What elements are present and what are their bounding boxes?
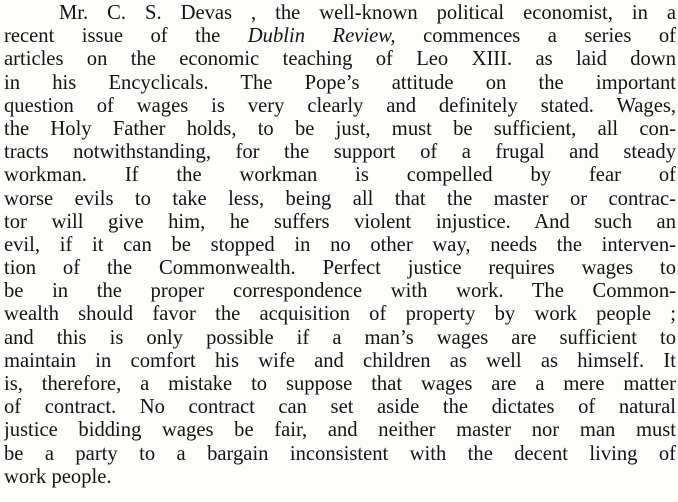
article-paragraph [4,2,676,489]
text-line [4,25,676,48]
text-line: maintain in comfort his wife and children as well as himself. It [4,349,676,372]
text-line: in his Encyclicals. The Pope’s attitude on the important [4,71,676,94]
text-line: the Holy Father holds, to be just, must be sufficient, all con- [4,117,676,140]
text-line: articles on the economic teaching of Leo XIII. as laid down [4,48,676,71]
text-line: justice bidding wages be fair, and neither master nor man must [4,419,676,442]
text-line: be in the proper correspondence with work. The Common- [4,280,676,303]
text-line: wealth should favor the acquisition of property by work people ; [4,303,676,326]
text-line: question of wages is very clearly and definitely stated. Wages, [4,94,676,117]
text-line: tion of the Commonwealth. Perfect justice requires wages to [4,257,676,280]
text-line: tracts notwithstanding, for the support of a frugal and steady [4,141,676,164]
text-line: tor will give him, he suffers violent injustice. And such an [4,210,676,233]
text-line: Mr. C. S. Devas , the well-known political economist, in a [59,2,676,24]
text-line: of contract. No contract can set aside the dictates of natural [4,396,676,419]
publication-title: Dublin Review, [247,25,396,48]
text-line: workman. If the workman is compelled by fear of [4,164,676,187]
text-line: be a party to a bargain inconsistent with the decent living of [4,442,676,465]
text-segment: commences a series of [395,25,676,48]
text-line: is, therefore, a mistake to suppose that wages are a mere matter [4,373,676,395]
text-line: evil, if it can be stopped in no other way, needs the interven- [4,233,676,256]
text-segment: recent issue of the [4,25,248,48]
text-line: work people. [4,465,112,488]
text-line: worse evils to take less, being all that the master or contrac- [4,187,676,210]
text-line: and this is only possible if a man’s wages are sufficient to [4,326,676,349]
